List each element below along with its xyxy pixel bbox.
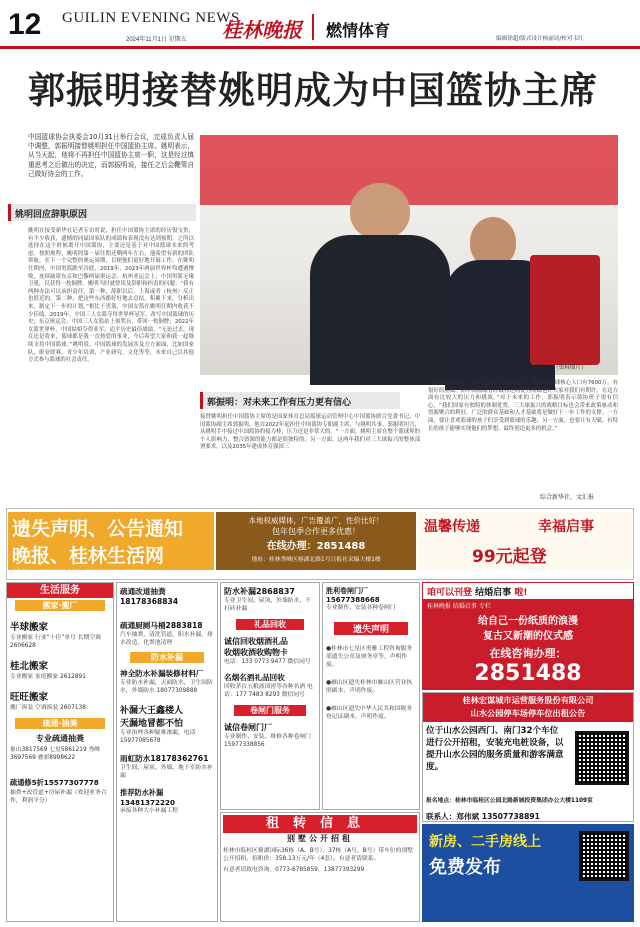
rent-title: 租转信息 [223,815,417,833]
article-credit: 综合新华社、文汇报 [540,494,595,501]
gift-line3: 电话：133 0773 9477 微信同号 [224,659,311,665]
subhead-guo: 郭振明：对未来工作有压力更有信心 [200,392,400,409]
move-detail-1: 专业搬家 行业“十佳”单号 长期空调 2606628 [10,635,101,649]
headline: 郭振明接替姚明成为中国篮协主席 [28,69,598,112]
page-number: 12 [8,8,42,41]
editor-credits: 编辑徐超/版式设计杨丽诗/校对韦红 [496,36,584,42]
park-body: 位于山水公园西门、南门32个车位进行公开招租，安装充电桩设备，以提升山水公园的服务质量和游客满意度。 [426,726,564,772]
rent-box [220,812,420,922]
move-heading: 搬家·搬厂 [15,600,105,611]
c2-t5d: 专业治理各种疑难渗漏，电话 15977085678 [120,730,196,744]
ad-left-note: 温馨提示：本分类信息不作为交易、签订协议的依据，请慎重选择 [12,570,146,575]
service-box-4 [322,582,420,810]
wed-label3: 啦! [514,588,528,598]
move-name-2: 桂北搬家 [10,661,49,672]
wed-line1: 给自己一份纸质的浪漫 [478,616,578,627]
door-heading: 卷闸门服务 [234,705,306,716]
c2-t4: 神全防水补漏装修材料厂 [120,669,204,678]
c3-t2d: 回收茅台五粮液国窖等各种名酒 电话：177 7483 8293 微信同号 [224,684,313,698]
c2-t5: 补漏大王鑫楼人 [120,706,184,716]
c2-t4d: 专业防水补漏，天面防水，卫生间防水，外墙防水 18077309888 [120,680,213,694]
issue-date: 2024年11月1日 星期五 [126,37,187,43]
c3-t1: 防水补漏2868837 [224,587,295,596]
c2-t5b: 天漏地冒都不怕 [120,719,184,729]
ad-mid-line2: 包年包季合作更多优惠！ [272,527,360,536]
park-ad [422,692,634,822]
article-lead: 中国篮球协会执委会10月31日举行会议，完成负责人届中调整，郭振明接替姚明担任中国篮协主席。姚明表示，从当天起，他将不再担任中国篮协主席一职，这是经过慎重思考之后做出的决定，而郭振明说，接任之后会鞭策自己做好协会的工作。 [28,133,194,178]
c2-t3: 防水补漏 [130,652,204,663]
ad-mid-line4: 地址：桂林秀峰区榕湖北路1号日报社采编大楼1楼 [251,557,381,563]
photo-yao-guo [200,135,618,375]
wed-label2: 结婚启事 [475,588,512,598]
section-title: 燃情体育 [326,21,391,40]
gift-line2: 收烟收酒收购物卡 [224,648,288,657]
park-addr: 报名地点：桂林市临桂区公园北路新城投资集团办公大楼1109室 [426,798,593,804]
wed-sub: 桂林晚报 结婚启事 专栏 [427,603,491,610]
rent-phone: 有意者请致电咨询，0773-6785859，13877393299 [223,867,365,873]
house-ad [422,824,634,922]
ad-right-title1: 温馨传递 [424,519,480,535]
c3-t3d: 专业制作、安装、维修各种卷闸门 15977338856 [224,734,311,748]
move-item-3 [7,683,113,714]
rent-body: 桂林市临桂区鳌湖国际36栋（A、B号），37栋（A号、B号）带车位的别墅公开招租，招租价：358.13万元/年（4套）。有意者请联系。 [223,848,414,862]
article-col2: 接替姚明担任中国篮协主席的是国家体育总局篮球运动管理中心中国篮协联合党委书记、中国篮协副主席郭振明，他自2022年起担任中国篮协专职副主席，与姚明共事。郭振明坦言，从姚明手中接过中国篮协的接力棒，压力还是非常大的。“一方面，姚明主席在整个篮球界的个人影响力，整合资源的能力都是很独特的。另一方面，这两年我们对三大球振兴的整体部署要求，以及2035年建成体育强国三 [200,414,420,451]
wed-phone: 2851488 [474,661,582,686]
subhead-yao: 姚明回应辞职原因 [8,204,196,221]
rent-sub: 别墅公开招租 [287,834,353,843]
lost-heading: 遗失声明 [334,622,408,635]
lost-notice-3: ●雁山区遗失中华人民共和国税务登记证副本，声明作废。 [326,706,413,720]
c3-t1d: 专业卫生间、屋顶、外墙防水，不打砖补漏 [224,598,311,612]
move-name-3: 旺旺搬家 [10,692,49,703]
header-rule [0,46,640,49]
ad-mid-line1: 本地权威媒体，广告覆盖广，性价比好！ [248,516,384,525]
move-name-1: 半球搬家 [10,622,49,633]
article-col3: 大球面临的任务，我们还是有一定的压力。我们的篮球核心人口有7600万，有很好的基础，而中国篮球曾经取得过的优秀成绩也让大家对我们有期许。在这方面有比较大的压力和挑战。”对于未来的工作，郭振明表示篮协班子很有信心，“我们国家有独特的体制优势，三大球振兴的战略目标也会带来政策驱动和资源聚合的利好，广泛的群众基础和人才基础将是做好下一步工作的支撑。一方面，要让喜欢篮球的孩子们享受到篮球的乐趣；另一方面，也要让有天赋、有特长的孩子能够实现他们的梦想，最终创造更多的机会。” [428,380,618,432]
paper-name: GUILIN EVENING NEWS [62,10,240,26]
paper-logo: 桂林晚报 [222,18,302,42]
wed-line2: 复古又新潮的仪式感 [483,631,573,642]
pipe-item: 专业疏通抽粪 [36,734,84,743]
service-box-3 [220,582,320,810]
podium [530,255,600,365]
pipe-heading: 疏通·抽粪 [15,718,105,729]
ad-mid-line3: 在线办理：2851488 [266,541,366,552]
park-qr-code[interactable] [575,731,629,785]
house-qr-code[interactable] [579,831,629,881]
c2-t2: 疏通厨厕马桶2883818 [120,621,203,630]
c4-t1: 胜利卷闸门厂15677388668 [326,587,380,604]
pipe-detail: 象山3817569 七星5861219 秀峰3697569 叠彩8998622 [10,747,101,761]
ad-banner-middle [216,512,416,570]
park-head2: 山水公园停车场停车位出租公告 [423,708,633,722]
gift-heading: 礼品回收 [236,619,304,630]
c2-t6d: 卫生间、屋顶、外墙、地下室防水补漏 [120,765,213,779]
move-detail-2: 专业搬家 家庭搬家 2612891 [10,674,86,680]
move-item-2 [7,652,113,683]
park-contact: 联系人：郑伟斌 13507738891 [426,812,540,821]
photo-backdrop [200,135,618,205]
wed-top [423,583,633,599]
life-service-box [6,582,114,922]
house-t1: 新房、二手房线上 [429,834,541,850]
service-box-2 [116,582,218,922]
gift-line1: 诚信回收烟酒礼品 [224,637,288,646]
house-t2: 免费发布 [429,857,501,878]
c3-t2: 名烟名酒礼品回收 [224,673,285,682]
lost-notice-1: ●桂林市七星区勇雅工程咨询服务部遗失公章及财务章等，声明作废。 [326,646,413,668]
logo-divider [312,14,314,40]
park-head: 桂林宏谋城市运营服务股份有限公司 [423,693,633,708]
ad-banner-right [418,512,632,570]
ad-right-title2: 幸福启事 [538,519,594,535]
pipe-bottom2: 抽粪+改管道+房屋补漏（欢迎业务合作，利润平分） [10,790,107,804]
life-title: 生活服务 [7,583,113,598]
lost-notice-2: ●雁山区遗失桂林市雁山区营业执照副本，声明作废。 [326,680,413,694]
c2-t7: 推荐防水补漏13481372220 [120,788,176,807]
person-left-head [350,183,410,239]
ad-left-line1: 遗失声明、公告通知 [12,518,184,540]
c3-t3: 诚信卷闸门厂 [224,723,272,732]
c2-t6: 雨虹防水18178362761 [120,754,209,763]
c2-t7d: 承接各种大小补漏工程 [120,808,178,814]
ad-right-price: 99元起登 [472,547,547,567]
article-col1: 姚明在接受新华社记者专访时说，担任中国篮协主席的经历很宝贵，有不少收获，遗憾的同届国家队的成绩和表现没有达到预期。之所以选择在这个时候离开中国篮协，主要还是基于对中国篮球未来的考虑。按照规程，姚明的第一届任期还剩两年左右，他希望有新的团队领航，在下一个完整的奥运周期，以便他们更好地开展工作。在姚明任期内，中国男篮跌至谷底，2019年、2023年两届世界杯均遭遇惨败，连续缺席东京和巴黎两届奥运会。杭州亚运会上，中国男篮无缘卫冕，仅获得一枚铜牌。姚明当时就曾谈及辞职和担责的问题：“我有两种办法可以承担责任，第一种，辞职以后，上海或者（杭州）反正也很近的，第二种，把这些东西都好好地去总结，积累下来，分析出来，制定下一步的计划。”相比于男篮，中国女篮在姚明任期内收获不少佳绩，2019年，中国三人女篮夺得世界杯冠军，改写中国篮球的历史；东京奥运会，中国三人女篮站上领奖台，带回一枚铜牌；2022年女篮世界杯，中国姑娘夺得亚军，追平历史最佳战绩。“无论过去，现在还是将来，篮球都是我一直热爱的事业，今后希望大家和我一起继续支持中国篮球。”姚明说，中国篮球的发展涉及方方面面，比如国家队、职业联赛、青少年培训、产业研究、文化等等，未来自己以其他方式参与篮球的社会责任。 [28,228,194,364]
pipe-bottom: 疏通修5折15577307778 [10,778,99,787]
ad-left-line2: 晚报、桂林生活网 [12,545,165,567]
photo-caption: 姚明（左）与郭振明。（资料图片） [500,365,587,371]
wed-cta: 在线咨询办理： [489,647,567,660]
move-detail-3: 搬厂拆装 空调拆装 2607138 [10,705,86,711]
c4-t1d: 专业制作、安装各种卷闸门 [326,605,396,611]
ad-banner-left [8,512,214,575]
wed-label1: 咱可以刊登 [427,588,473,598]
move-item-1 [7,613,113,652]
wedding-ad [422,582,634,690]
c2-t1: 疏通改道抽粪18178368834 [120,587,179,606]
person-left-body [310,235,450,385]
c2-t2d: 汽车抽粪，清洗管道，阳水补漏，排水改造，化粪池清理 [120,632,213,646]
